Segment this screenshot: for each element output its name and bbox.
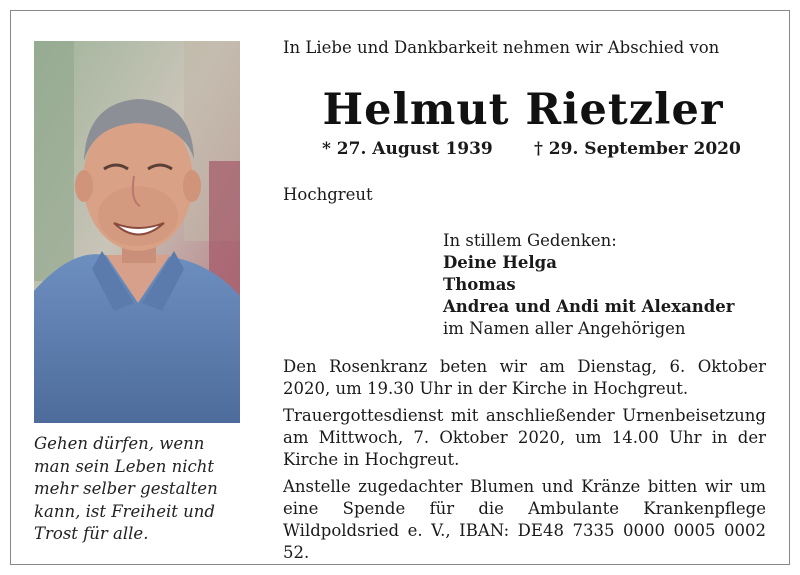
rosary-notice: Den Rosenkranz beten wir am Dienstag, 6. Oktober 2020, um 19.30 Uhr in der Kirche in Hochgreut. [283,357,766,398]
intro-line: In Liebe und Dankbarkeit nehmen wir Abschied von [283,38,720,57]
residence: Hochgreut [283,185,373,204]
mourner-name: Thomas [443,275,516,294]
mourner-name: Andrea und Andi mit Alexander [443,297,735,316]
mourners-heading: In stillem Gedenken: [443,231,617,250]
memorial-quote: Gehen dürfen, wenn man sein Leben nicht mehr selber gestalten kann, ist Freiheit und Trost für alle. [34,434,218,543]
deceased-name: Helmut Rietzler [322,85,724,135]
mourners-closing: im Namen aller Angehörigen [443,319,686,338]
birth-date: * 27. August 1939 [322,139,493,159]
donation-notice: Anstelle zugedachter Blumen und Kränze bitten wir um eine Spende für die Ambulante Krankenpflege Wildpoldsried e. V., IBAN: DE48 7335 0000 0005 0002 52. [283,477,766,562]
mourners-block [443,230,735,340]
portrait-photo [34,41,240,423]
mourner-name: Deine Helga [443,253,557,272]
funeral-service-notice: Trauergottesdienst mit anschließender Urnenbeisetzung am Mittwoch, 7. Oktober 2020, um 14.00 Uhr in der Kirche in Hochgreut. [283,406,766,469]
death-date: † 29. September 2020 [534,139,741,159]
